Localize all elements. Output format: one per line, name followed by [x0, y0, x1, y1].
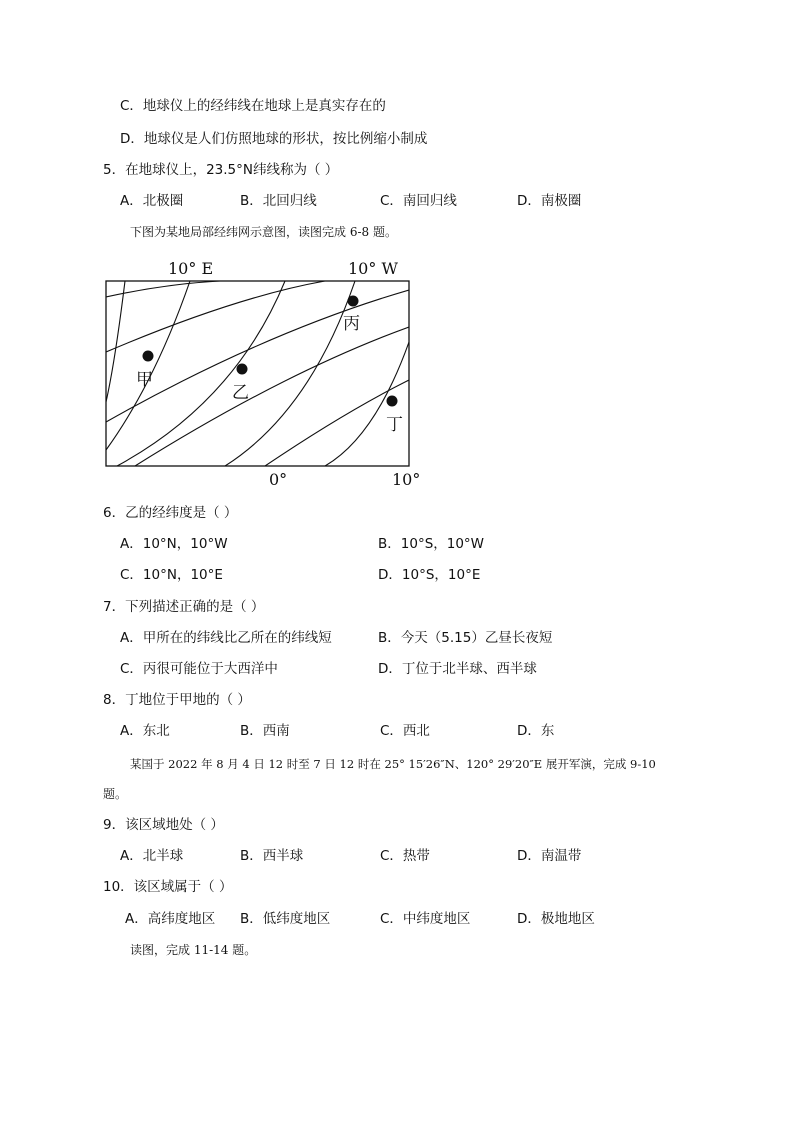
figure-intro: 下图为某地局部经纬网示意图，读图完成 6-8 题。 — [130, 225, 397, 239]
q8-option-d: D．东 — [517, 723, 555, 739]
graticule-map — [95, 252, 435, 492]
meridian-line — [106, 281, 190, 450]
q9-option-b: B．西半球 — [240, 848, 304, 864]
point-jia-label: 甲 — [136, 370, 153, 390]
q6-stem: 6．乙的经纬度是（ ） — [103, 505, 238, 521]
q10-stem: 10．该区域属于（ ） — [103, 879, 233, 895]
q7-option-a: A．甲所在的纬线比乙所在的纬线短 — [120, 630, 332, 646]
q8-stem: 8．丁地位于甲地的（ ） — [103, 692, 251, 708]
q6-option-a: A．10°N，10°W — [120, 536, 228, 552]
top-label-10e: 10° E — [168, 259, 214, 278]
q7-option-d: D．丁位于北半球、西半球 — [378, 661, 537, 677]
point-yi-label: 乙 — [232, 383, 249, 403]
q6-option-b: B．10°S，10°W — [378, 536, 485, 552]
point-ding-marker — [387, 396, 398, 407]
meridian-line — [106, 281, 125, 402]
bottom-label-0: 0° — [269, 470, 288, 489]
q10-option-c: C．中纬度地区 — [380, 911, 471, 927]
q4-option-c: C．地球仪上的经纬线在地球上是真实存在的 — [120, 98, 386, 114]
q6-option-c: C．10°N，10°E — [120, 567, 223, 583]
q7-option-b: B．今天（5.15）乙昼长夜短 — [378, 630, 553, 646]
q8-option-b: B．西南 — [240, 723, 290, 739]
q5-option-c: C．南回归线 — [380, 193, 457, 209]
q8-option-c: C．西北 — [380, 723, 430, 739]
q10-option-a: A．高纬度地区 — [125, 911, 216, 927]
point-ding-label: 丁 — [386, 415, 403, 435]
next-section-intro: 读图，完成 11-14 题。 — [130, 943, 257, 957]
q7-stem: 7．下列描述正确的是（ ） — [103, 599, 265, 615]
q9-option-d: D．南温带 — [517, 848, 582, 864]
bottom-label-10: 10° — [392, 470, 421, 489]
q9-stem: 9．该区域地处（ ） — [103, 817, 224, 833]
q7-option-c: C．丙很可能位于大西洋中 — [120, 661, 278, 677]
q9-option-a: A．北半球 — [120, 848, 184, 864]
parallel-line — [135, 327, 409, 466]
point-yi-marker — [237, 364, 248, 375]
q5-stem: 5．在地球仪上，23.5°N纬线称为（ ） — [103, 162, 339, 178]
q10-option-d: D．极地地区 — [517, 911, 595, 927]
point-bing-marker — [348, 296, 359, 307]
q8-option-a: A．东北 — [120, 723, 170, 739]
q10-option-b: B．低纬度地区 — [240, 911, 331, 927]
passage-line-2: 题。 — [103, 787, 128, 801]
point-bing-label: 丙 — [343, 314, 360, 334]
q9-option-c: C．热带 — [380, 848, 430, 864]
parallel-line — [106, 281, 325, 352]
q4-option-d: D．地球仪是人们仿照地球的形状，按比例缩小制成 — [120, 131, 428, 147]
top-label-10w: 10° W — [348, 259, 398, 278]
q5-option-a: A．北极圈 — [120, 193, 184, 209]
q6-option-d: D．10°S，10°E — [378, 567, 481, 583]
q5-option-b: B．北回归线 — [240, 193, 317, 209]
passage-line-1: 某国于 2022 年 8 月 4 日 12 时至 7 日 12 时在 25° 15′26″N、120° 29′20″E 展开军演，完成 9-10 — [130, 757, 656, 771]
q5-option-d: D．南极圈 — [517, 193, 582, 209]
point-jia-marker — [143, 351, 154, 362]
